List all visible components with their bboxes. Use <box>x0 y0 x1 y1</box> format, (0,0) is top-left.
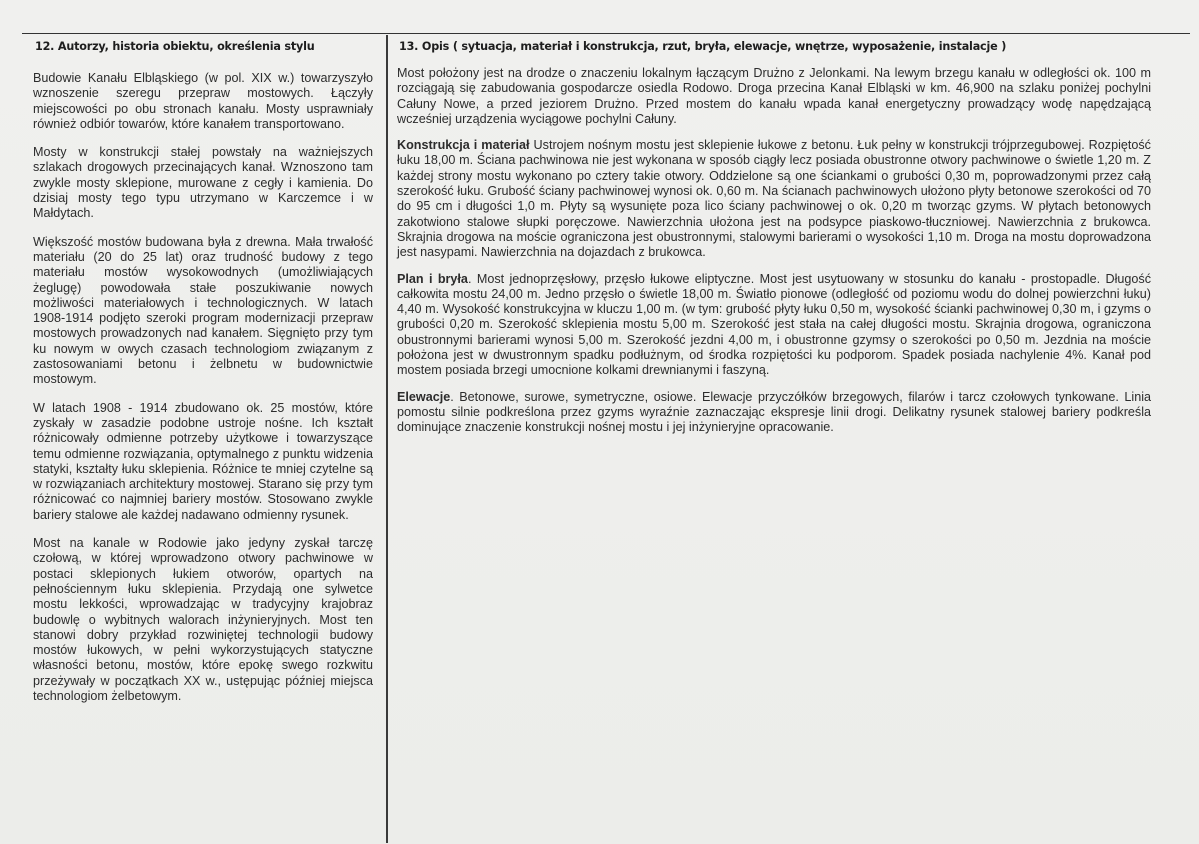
section-13-heading: 13. Opis ( sytuacja, materiał i konstrukcja, rzut, bryła, elewacje, wnętrze, wyposażenie, instalacje ) <box>399 40 1007 53</box>
section-12-column <box>33 40 373 717</box>
paragraph-text: . Betonowe, surowe, symetryczne, osiowe. Elewacje przyczółków brzegowych, filarów i tarcz czołowych tynkowane. Linia pomostu silnie podkreślona przez gzyms wyraźnie zaznaczając ekspresje linii drogi. Delikatny rysunek stalowej bariery podkreśla dominujące znaczenie konstrukcji nośnej mostu i jej inżynieryjne opracowanie. <box>397 389 1151 435</box>
description-paragraph-location <box>397 66 1151 127</box>
section-12-paragraph: Most na kanale w Rodowie jako jedyny zyskał tarczę czołową, w której wprowadzono otwory pachwinowe w postaci sklepionych łukiem otworów, opartych na pełnościennym łuku sklepienia. Przydają one sylwetce mostu lekkości, wprowadzając w tradycyjny krajobraz budowlę o wybitnych walorach inżynieryjnych. Most ten stanowi dobry przykład rozwiniętej technologii budowy mostów łukowych, w pełni wykorzystujących statyczne własności betonu, mostów, które epokę swego rozkwitu przeżywały w początkach XX w., ustępując później miejsca technologiom żelbetowym. <box>33 536 373 703</box>
description-paragraph-plan <box>397 272 1151 379</box>
section-13-column <box>397 40 1151 447</box>
section-12-heading: 12. Autorzy, historia obiektu, określenia stylu <box>35 40 315 53</box>
section-12-paragraph: Większość mostów budowana była z drewna. Mała trwałość materiału (20 do 25 lat) oraz trudność budowy z tego materiału mostów wysokowodnych (umożliwiających żeglugę) powodowała stałe poszukiwanie nowych możliwości materiałowych i technologicznych. W latach 1908-1914 podjęto szeroki program modernizacji przepraw mostowych prowadzonych nad kanałem. Sięgnięto przy tym ku nowym w owych czasach technologiom związanym z zastosowaniami betonu i żelbnetu w budownictwie mostowym. <box>33 234 373 387</box>
paragraph-lead: Konstrukcja i materiał <box>397 138 530 153</box>
paragraph-text: . Most jednoprzęsłowy, przęsło łukowe eliptyczne. Most jest usytuowany w stosunku do kanału - prostopadle. Długość całkowita mostu 24,00 m. Jedno przęsło o świetle 18,00 m. Światło pionowe (odległość od poziomu wodu do dolnej powierzchni łuku) 4,40 m. Wysokość konstrukcyjna w kluczu 1,00 m. (w tym: grubość płyty łuku 0,50 m, wysokość ścianki pachwinowej 0,30 m, i gzyms o grubości 0,20 m. Szerokość sklepienia mostu 5,00 m. Szerokość jest stała na całej długości mostu. Skrajnia drogowa, ograniczona obustronnymi barierami wynosi 5,00 m. Szerokość jezdni 4,00 m, i obustronne gzymsy o szerokości po 0,50 m. Jezdnia na moście położona jest w dwustronnym spadku podłużnym, od środka rozpiętości ku podporom. Spadek posiada nachylenie 4%. Kanał pod mostem posiada brzegi umocnione kolkami drewnianymi i faszyną. <box>397 271 1151 378</box>
section-12-paragraph: Mosty w konstrukcji stałej powstały na ważniejszych szlakach drogowych przecinających kanał. Wznoszono tam zwykle mosty sklepione, murowane z cegły i kamienia. Do dzisiaj mosty tego typu utrzymano w Karczemce i w Małdytach. <box>33 145 373 221</box>
description-paragraph-construction <box>397 138 1151 260</box>
paragraph-lead: Plan i bryła <box>397 271 468 286</box>
paragraph-text: Most położony jest na drodze o znaczeniu lokalnym łączącym Drużno z Jelonkami. Na lewym brzegu kanału w odległości ok. 100 m rozciągają się zabudowania gospodarcze osiedla Rodowo. Droga przecina Kanał Elbląski w km. 46,900 na szlaku poniżej pochylni Całuny Nowe, a przed jeziorem Drużno. Przed mostem do kanału wpada kanał energetyczny prowadzący wodę napędzającą wcześniej urządzenia wyciągowe pochylni Całuny. <box>397 66 1151 126</box>
section-12-paragraph: Budowie Kanału Elbląskiego (w pol. XIX w.) towarzyszyło wznoszenie szeregu przepraw mostowych. Łączyły miejscowości po obu stronach kanału. Mosty usprawniały również odbiór towarów, które kanałem transportowano. <box>33 71 373 131</box>
description-paragraph-elevations <box>397 390 1151 436</box>
column-divider <box>386 35 388 843</box>
section-12-paragraph: W latach 1908 - 1914 zbudowano ok. 25 mostów, które zyskały w zasadzie podobne ustroje nośne. Ich kształt różnicowały odmienne potrzeby użytkowe i towarzyszące temu odmienne rozwiązania, optymalnego z punktu widzenia statyki, kształty łuku sklepienia. Różnice te mniej czytelne są w rozwiązaniach architektury mostowej. Starano się przy tym różnicować co najmniej bariery mostów. Stosowano zwykle bariery stalowe ale każdej nadawano odmienny rysunek. <box>33 400 373 522</box>
paragraph-lead: Elewacje <box>397 389 451 404</box>
paragraph-text: Ustrojem nośnym mostu jest sklepienie łukowe z betonu. Łuk pełny w konstrukcji trójprzegubowej. Rozpiętość łuku 18,00 m. Ściana pachwinowa nie jest wykonana w sposób ciągły lecz posiada obustronne otwory pachwinowe o świetle 1,20 m. Z każdej strony mostu wykonano po cztery takie otwory. Oddzielone są one ściankami o grubości 0,30 m, poprowadzonymi przez całą szerokość łuku. Grubość ściany pachwinowej wynosi ok. 0,60 m. Na ścianach pachwinowych ułożono płyty betonowe szerokości od 70 do 95 cm i długości 1,0 m. Płyty są wysunięte poza lico ściany pachwinowej o ok. 0,20 m tworząc gzyms. W płytach betonowych zakotwiono stalowe słupki poręczowe. Nawierzchnia ułożona jest na podsypce piaskowo-tłuczniowej. Nawierzchnia z brukowca. Skrajnia drogowa na moście ograniczona jest obustronnymi, stalowymi barierami o wysokości 1,10 m. Droga na mostu doprowadzona jest nasypami. Nawierzchnia na dojazdach z brukowca. <box>397 138 1151 260</box>
